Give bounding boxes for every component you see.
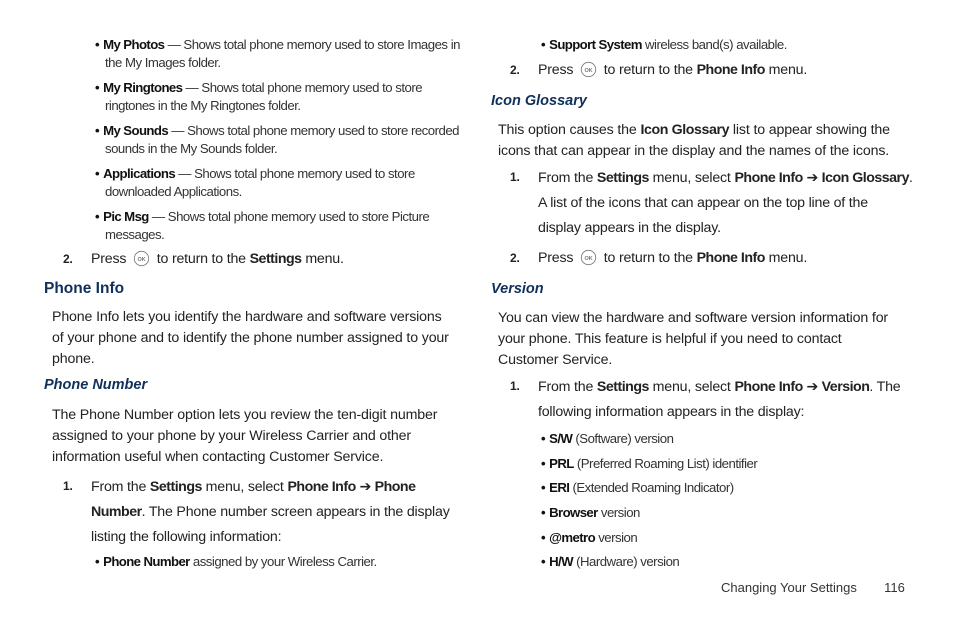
step-text: Press — [91, 251, 127, 267]
step-1-phone-number: 1. From the Settings menu, select Phone Info ➔ Phone Number. The Phone number screen appears in the display listing the following information: — [63, 479, 450, 545]
bullet-text: — Shows total phone memory used to store — [175, 166, 415, 181]
bullet-text: — Shows total phone memory used to store recorded — [168, 123, 459, 138]
phone-info-paragraph: Phone Info lets you identify the hardware and software versions of your phone and to identify the phone number assigned to your phone. — [52, 309, 449, 367]
step-text: to return to the — [156, 251, 246, 267]
bullet-browser: • Browser version — [541, 505, 640, 520]
step-2-return-settings — [63, 250, 344, 267]
version-paragraph: You can view the hardware and software version information for your phone. This feature is helpful if you need to contact Customer Service. — [498, 310, 889, 368]
arrow-icon: ➔ — [359, 479, 371, 495]
step-number: 1. — [63, 479, 73, 493]
icon-glossary-heading: Icon Glossary — [491, 93, 587, 109]
step-text: menu. — [305, 251, 344, 267]
step-1-version: 1. From the Settings menu, select Phone Info ➔ Version. The following information appears in the display: — [510, 379, 901, 420]
settings-keyword: Settings — [249, 251, 302, 267]
bullet-metro: • @metro version — [541, 530, 638, 545]
footer-section-title: Changing Your Settings — [721, 580, 857, 595]
bullet-hw: • H/W (Hardware) version — [541, 554, 680, 569]
ok-key-icon — [580, 249, 597, 266]
bullet-text-cont: the My Images folder. — [105, 55, 221, 70]
bullet-my-photos: • My Photos — Shows total phone memory used to store Images in the My Images folder. — [95, 37, 460, 70]
svg-text:OK: OK — [137, 257, 146, 264]
bullet-prl: • PRL (Preferred Roaming List) identifier — [541, 456, 758, 471]
bullet-term: Applications — [103, 166, 176, 181]
version-heading: Version — [491, 281, 544, 297]
ok-key-icon — [133, 250, 150, 267]
bullet-term: Pic Msg — [103, 209, 149, 224]
page-number: 116 — [884, 580, 905, 595]
bullet-eri: • ERI (Extended Roaming Indicator) — [541, 480, 734, 495]
step-number: 2. — [510, 63, 520, 77]
bullet-text-cont: downloaded Applications. — [105, 184, 242, 199]
bullet-phone-number: • Phone Number assigned by your Wireless Carrier. — [95, 554, 377, 569]
step-number: 1. — [510, 170, 520, 184]
phone-info-heading: Phone Info — [44, 280, 125, 297]
bullet-pic-msg: • Pic Msg — Shows total phone memory used to store Picture messages. — [95, 209, 430, 242]
bullet-term: My Sounds — [103, 123, 169, 138]
bullet-sw: • S/W (Software) version — [541, 431, 674, 446]
step-number: 2. — [63, 252, 73, 266]
step-2-return-phone-info: 2. Press OK to return to the Phone Info menu. — [510, 62, 808, 78]
arrow-icon: ➔ — [806, 170, 818, 186]
bullet-term: My Ringtones — [103, 80, 183, 95]
step-2-return-phone-info-b: 2. Press OK to return to the Phone Info menu. — [510, 250, 808, 266]
bullet-text: — Shows total phone memory used to store — [182, 80, 423, 95]
bullet-text: — Shows total phone memory used to store Picture — [148, 209, 430, 224]
icon-glossary-paragraph: This option causes the Icon Glossary list to appear showing the icons that can appear in the display and the names of the icons. — [498, 122, 890, 159]
bullet-term: My Photos — [103, 37, 165, 52]
phone-number-heading: Phone Number — [44, 377, 148, 393]
bullet-applications: • Applications — Shows total phone memory used to store downloaded Applications. — [95, 166, 415, 199]
page-footer — [721, 580, 905, 595]
bullet-my-ringtones: • My Ringtones — Shows total phone memory used to store ringtones in the My Ringtones folder. — [95, 80, 423, 113]
arrow-icon: ➔ — [806, 379, 818, 395]
bullet-my-sounds: • My Sounds — Shows total phone memory used to store recorded sounds in the My Sounds folder. — [95, 123, 459, 156]
phone-number-paragraph: The Phone Number option lets you review the ten-digit number assigned to your phone by your Wireless Carrier and other information useful when contacting Customer Service. — [52, 407, 438, 465]
step-1-icon-glossary: 1. From the Settings menu, select Phone Info ➔ Icon Glossary. A list of the icons that can appear on the top line of the display appears in the display. — [510, 170, 913, 236]
step-number: 1. — [510, 379, 520, 393]
bullet-text-cont: ringtones in the My Ringtones folder. — [105, 98, 301, 113]
bullet-text: — Shows total phone memory used to store Images in — [164, 37, 460, 52]
svg-text:OK: OK — [584, 68, 593, 75]
ok-key-icon — [580, 61, 597, 78]
bullet-support-system: • Support System wireless band(s) available. — [541, 37, 787, 52]
bullet-text-cont: sounds in the My Sounds folder. — [105, 141, 278, 156]
svg-text:OK: OK — [584, 256, 593, 263]
bullet-text-cont: messages. — [105, 227, 165, 242]
step-number: 2. — [510, 251, 520, 265]
